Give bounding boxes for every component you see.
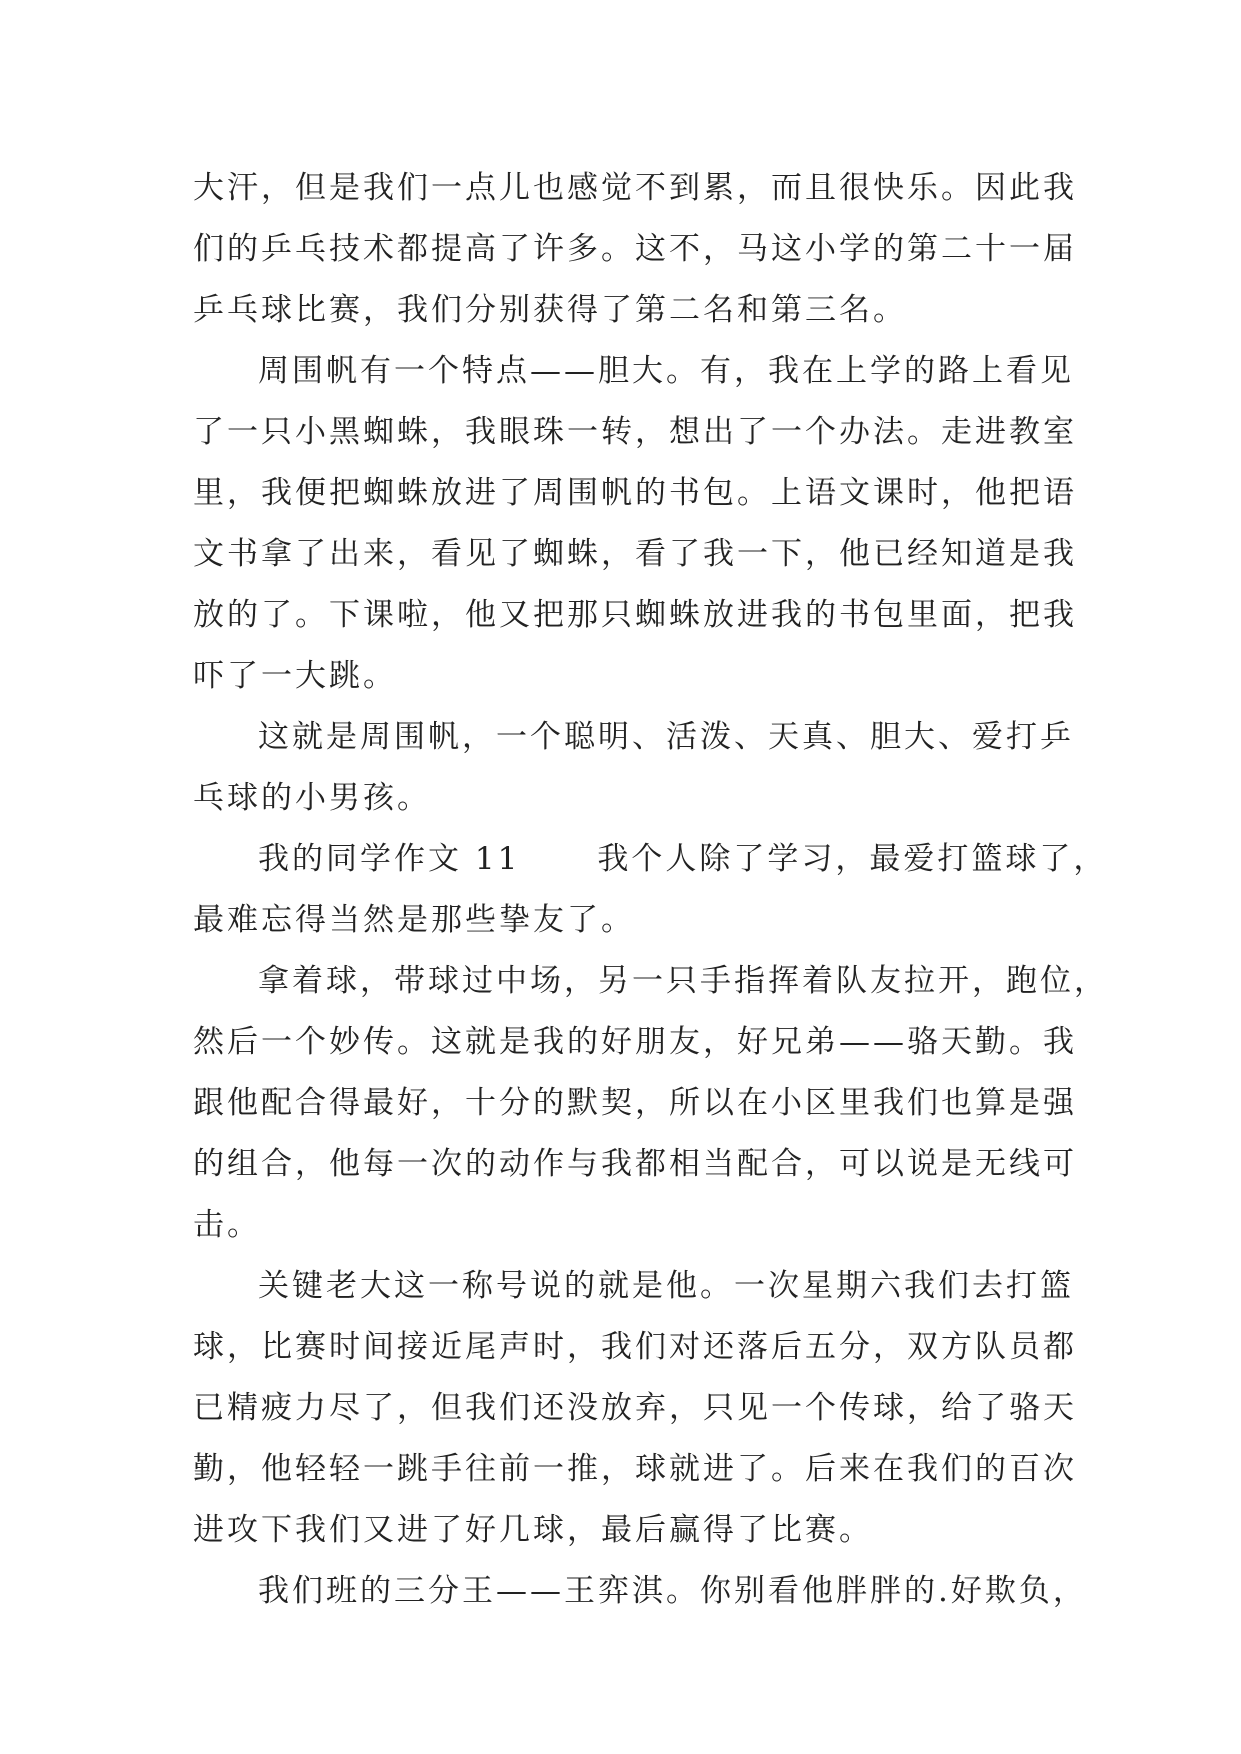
text-line: 最难忘得当然是那些挚友了。 (193, 902, 635, 938)
text-line: 击。 (193, 1207, 261, 1243)
text-line: 已精疲力尽了，但我们还没放弃，只见一个传球，给了骆天 (193, 1390, 1077, 1426)
text-line: 乒乓球比赛，我们分别获得了第二名和第三名。 (193, 292, 907, 328)
paragraph-start-line: 这就是周围帆，一个聪明、活泼、天真、胆大、爱打乒 (258, 719, 1074, 755)
text-line: 进攻下我们又进了好几球，最后赢得了比赛。 (193, 1512, 873, 1548)
text-line: 吓了一大跳。 (193, 658, 397, 694)
section-heading-line: 我的同学作文 11 我个人除了学习，最爱打篮球了， (258, 841, 1108, 877)
paragraph-start-line: 拿着球，带球过中场，另一只手指挥着队友拉开，跑位， (258, 963, 1108, 999)
text-line: 放的了。下课啦，他又把那只蜘蛛放进我的书包里面，把我 (193, 597, 1077, 633)
text-line: 的组合，他每一次的动作与我都相当配合，可以说是无线可 (193, 1146, 1077, 1182)
text-line: 们的乒乓技术都提高了许多。这不，马这小学的第二十一届 (193, 231, 1077, 267)
text-line: 球，比赛时间接近尾声时，我们对还落后五分，双方队员都 (193, 1329, 1077, 1365)
text-line: 乓球的小男孩。 (193, 780, 431, 816)
text-line: 跟他配合得最好，十分的默契，所以在小区里我们也算是强 (193, 1085, 1077, 1121)
text-line: 了一只小黑蜘蛛，我眼珠一转，想出了一个办法。走进教室 (193, 414, 1077, 450)
document-body (193, 158, 1108, 1622)
text-line: 勤，他轻轻一跳手往前一推，球就进了。后来在我们的百次 (193, 1451, 1077, 1487)
text-line: 里，我便把蜘蛛放进了周围帆的书包。上语文课时，他把语 (193, 475, 1077, 511)
text-line: 文书拿了出来，看见了蜘蛛，看了我一下，他已经知道是我 (193, 536, 1077, 572)
paragraph-start-line: 关键老大这一称号说的就是他。一次星期六我们去打篮 (258, 1268, 1074, 1304)
text-line: 然后一个妙传。这就是我的好朋友，好兄弟——骆天勤。我 (193, 1024, 1077, 1060)
paragraph-start-line: 我们班的三分王——王弈淇。你别看他胖胖的.好欺负， (258, 1573, 1087, 1609)
text-line: 大汗，但是我们一点儿也感觉不到累，而且很快乐。因此我 (193, 170, 1077, 206)
paragraph-start-line: 周围帆有一个特点——胆大。有，我在上学的路上看见 (258, 353, 1074, 389)
